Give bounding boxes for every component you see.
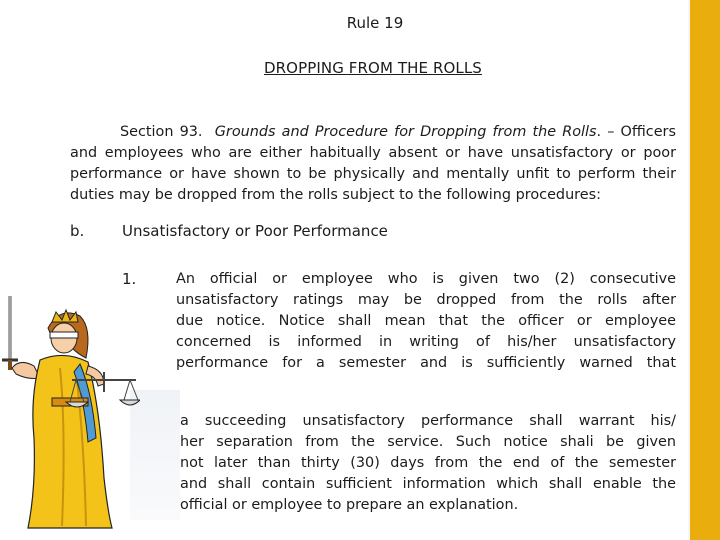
item-line: her separation from the service. Such notice shali be given xyxy=(180,434,676,450)
section-line: and employees who are either habitually absent or have unsatisfactory or poor xyxy=(70,145,676,161)
accent-bar xyxy=(690,0,720,540)
item-line: due notice. Notice shall mean that the officer or employee xyxy=(176,313,676,329)
item-number: 1. xyxy=(122,270,137,288)
section-title: Grounds and Procedure for Dropping from the Rolls xyxy=(214,124,597,140)
section-first-line xyxy=(70,122,676,143)
item-text-block-2 xyxy=(180,411,676,516)
item-line: and shall contain sufficient information which shall enable the xyxy=(180,476,676,492)
subsection-title: Unsatisfactory or Poor Performance xyxy=(122,222,388,240)
item-line: a succeeding unsatisfactory performance shall warrant his/ xyxy=(180,413,676,429)
item-line: not later than thirty (30) days from the end of the semester xyxy=(180,455,676,471)
item-line: unsatisfactory ratings may be dropped from the rolls after xyxy=(176,292,676,308)
item-line: concerned is informed in writing of his/her unsatisfactory xyxy=(176,334,676,350)
lady-justice-clipart xyxy=(0,288,140,533)
rule-title: Rule 19 xyxy=(346,14,404,32)
item-line: official or employee to prepare an explanation. xyxy=(180,497,519,513)
section-line: duties may be dropped from the rolls subject to the following procedures: xyxy=(70,187,601,203)
section-line: performance or have shown to be physically and mentally unfit to perform their xyxy=(70,166,676,182)
section-label: Section 93. xyxy=(120,124,203,140)
item-line: An official or employee who is given two (2) consecutive xyxy=(176,271,676,287)
section-lead-suffix: . – Officers xyxy=(596,124,676,140)
item-line: performance for a semester and is sufficiently warned that xyxy=(176,355,676,371)
section-paragraph xyxy=(70,122,676,206)
item-text-block-1 xyxy=(176,269,676,374)
rule-heading: DROPPING FROM THE ROLLS xyxy=(264,59,482,77)
subsection-letter: b. xyxy=(70,222,85,240)
